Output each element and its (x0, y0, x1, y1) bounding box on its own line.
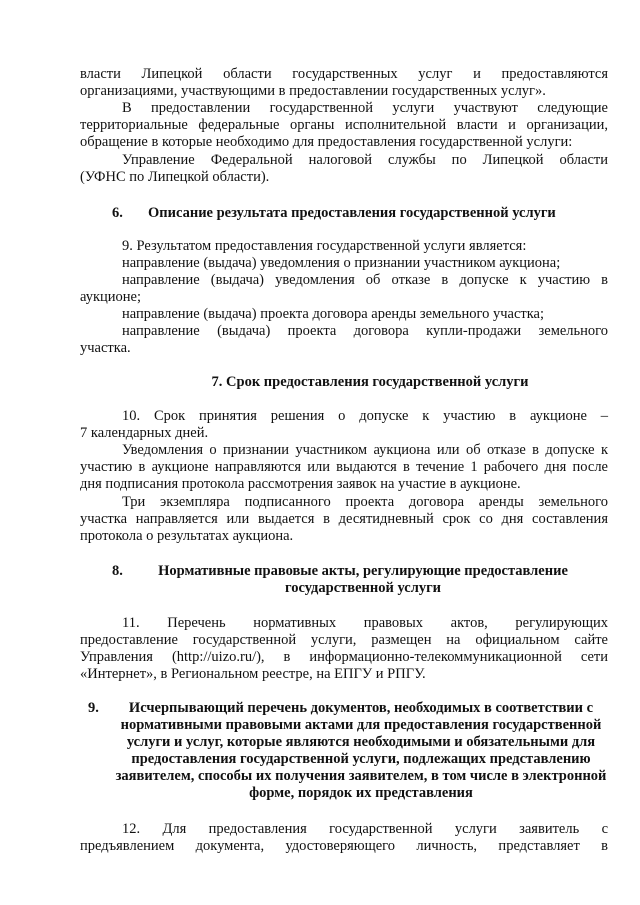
paragraph-10 (80, 408, 608, 442)
text-line: 7 календарных дней. (80, 425, 209, 441)
section-number: 6. (112, 205, 123, 221)
text-line: Управления (http://uizo.ru/), в информационно-телекоммуникационной сети (80, 649, 608, 665)
text-line: Управление Федеральной налоговой службы по Липецкой области (122, 152, 608, 168)
text-line: протокола о результатах аукциона. (80, 528, 294, 544)
text-line: направление (выдача) уведомления о признании участником аукциона; (122, 255, 561, 271)
paragraph-9 (80, 238, 608, 357)
section-heading-8 (112, 563, 612, 597)
text-line: (УФНС по Липецкой области). (80, 169, 270, 185)
text-line: предъявлением документа, удостоверяющего личность, представляет в (80, 838, 608, 854)
title-line: государственной услуги (284, 580, 442, 596)
section-title (114, 700, 608, 802)
paragraph-continuation (80, 66, 608, 100)
paragraph-fns (80, 152, 608, 186)
section-title (148, 563, 578, 597)
text-line: участка направляется или выдается в десятидневный срок со дня составления (80, 511, 608, 527)
text-line: территориальные федеральные органы исполнительной власти и организации, (80, 117, 608, 133)
section-heading-7: 7. Срок предоставления государственной услуги (211, 374, 529, 390)
text-line: власти Липецкой области государственных услуг и предоставляются (80, 66, 608, 82)
section-heading-9 (80, 700, 608, 804)
title-line: Исчерпывающий перечень документов, необходимых в соответствии с (128, 700, 594, 716)
title-line: предоставления государственной услуги, подлежащих представлению (131, 751, 591, 767)
text-line: участию в аукционе направляются или выдаются в течение 1 рабочего дня после (80, 459, 608, 475)
text-line: 9. Результатом предоставления государственной услуги является: (122, 238, 527, 254)
paragraph-10-notice (80, 442, 608, 493)
text-line: направление (выдача) уведомления об отказе в допуске к участию в (122, 272, 608, 288)
paragraph-11 (80, 615, 608, 683)
title-line: нормативными правовыми актами для предоставления государственной (120, 717, 602, 733)
text-line: аукционе; (80, 289, 141, 305)
text-line: направление (выдача) проекта договора купли-продажи земельного (122, 323, 608, 339)
paragraph-12 (80, 821, 608, 855)
text-line: В предоставлении государственной услуги участвуют следующие (122, 100, 608, 116)
text-line: направление (выдача) проекта договора аренды земельного участка; (122, 306, 545, 322)
text-line: дня подписания протокола рассмотрения заявок на участие в аукционе. (80, 476, 521, 492)
title-line: заявителем, способы их получения заявителем, в том числе в электронной (115, 768, 607, 784)
title-line: форме, порядок их представления (249, 785, 473, 801)
text-line: предоставление государственной услуги, размещен на официальном сайте (80, 632, 608, 648)
text-line: Три экземпляра подписанного проекта договора аренды земельного (122, 494, 608, 510)
paragraph-participants (80, 100, 608, 151)
text-line: 11. Перечень нормативных правовых актов, регулирующих (122, 615, 608, 631)
text-line: обращение в которые необходимо для предоставления государственной услуги: (80, 134, 573, 150)
section-number: 9. (88, 700, 99, 716)
paragraph-10-copies (80, 494, 608, 545)
text-line: Уведомления о признании участником аукциона или об отказе в допуске к (122, 442, 608, 458)
section-title: Описание результата предоставления государственной услуги (148, 205, 556, 221)
text-line: 10. Срок принятия решения о допуске к участию в аукционе – (122, 408, 608, 424)
title-line: услуги и услуг, которые являются необходимыми и обязательными для (126, 734, 596, 750)
text-line: 12. Для предоставления государственной услуги заявитель с (122, 821, 608, 837)
title-line: Нормативные правовые акты, регулирующие предоставление (158, 563, 568, 579)
section-number: 8. (112, 563, 123, 579)
text-line: организациями, участвующими в предоставлении государственных услуг». (80, 83, 546, 99)
text-line: участка. (80, 340, 131, 356)
text-line: «Интернет», в Региональном реестре, на ЕПГУ и РПГУ. (80, 666, 426, 682)
